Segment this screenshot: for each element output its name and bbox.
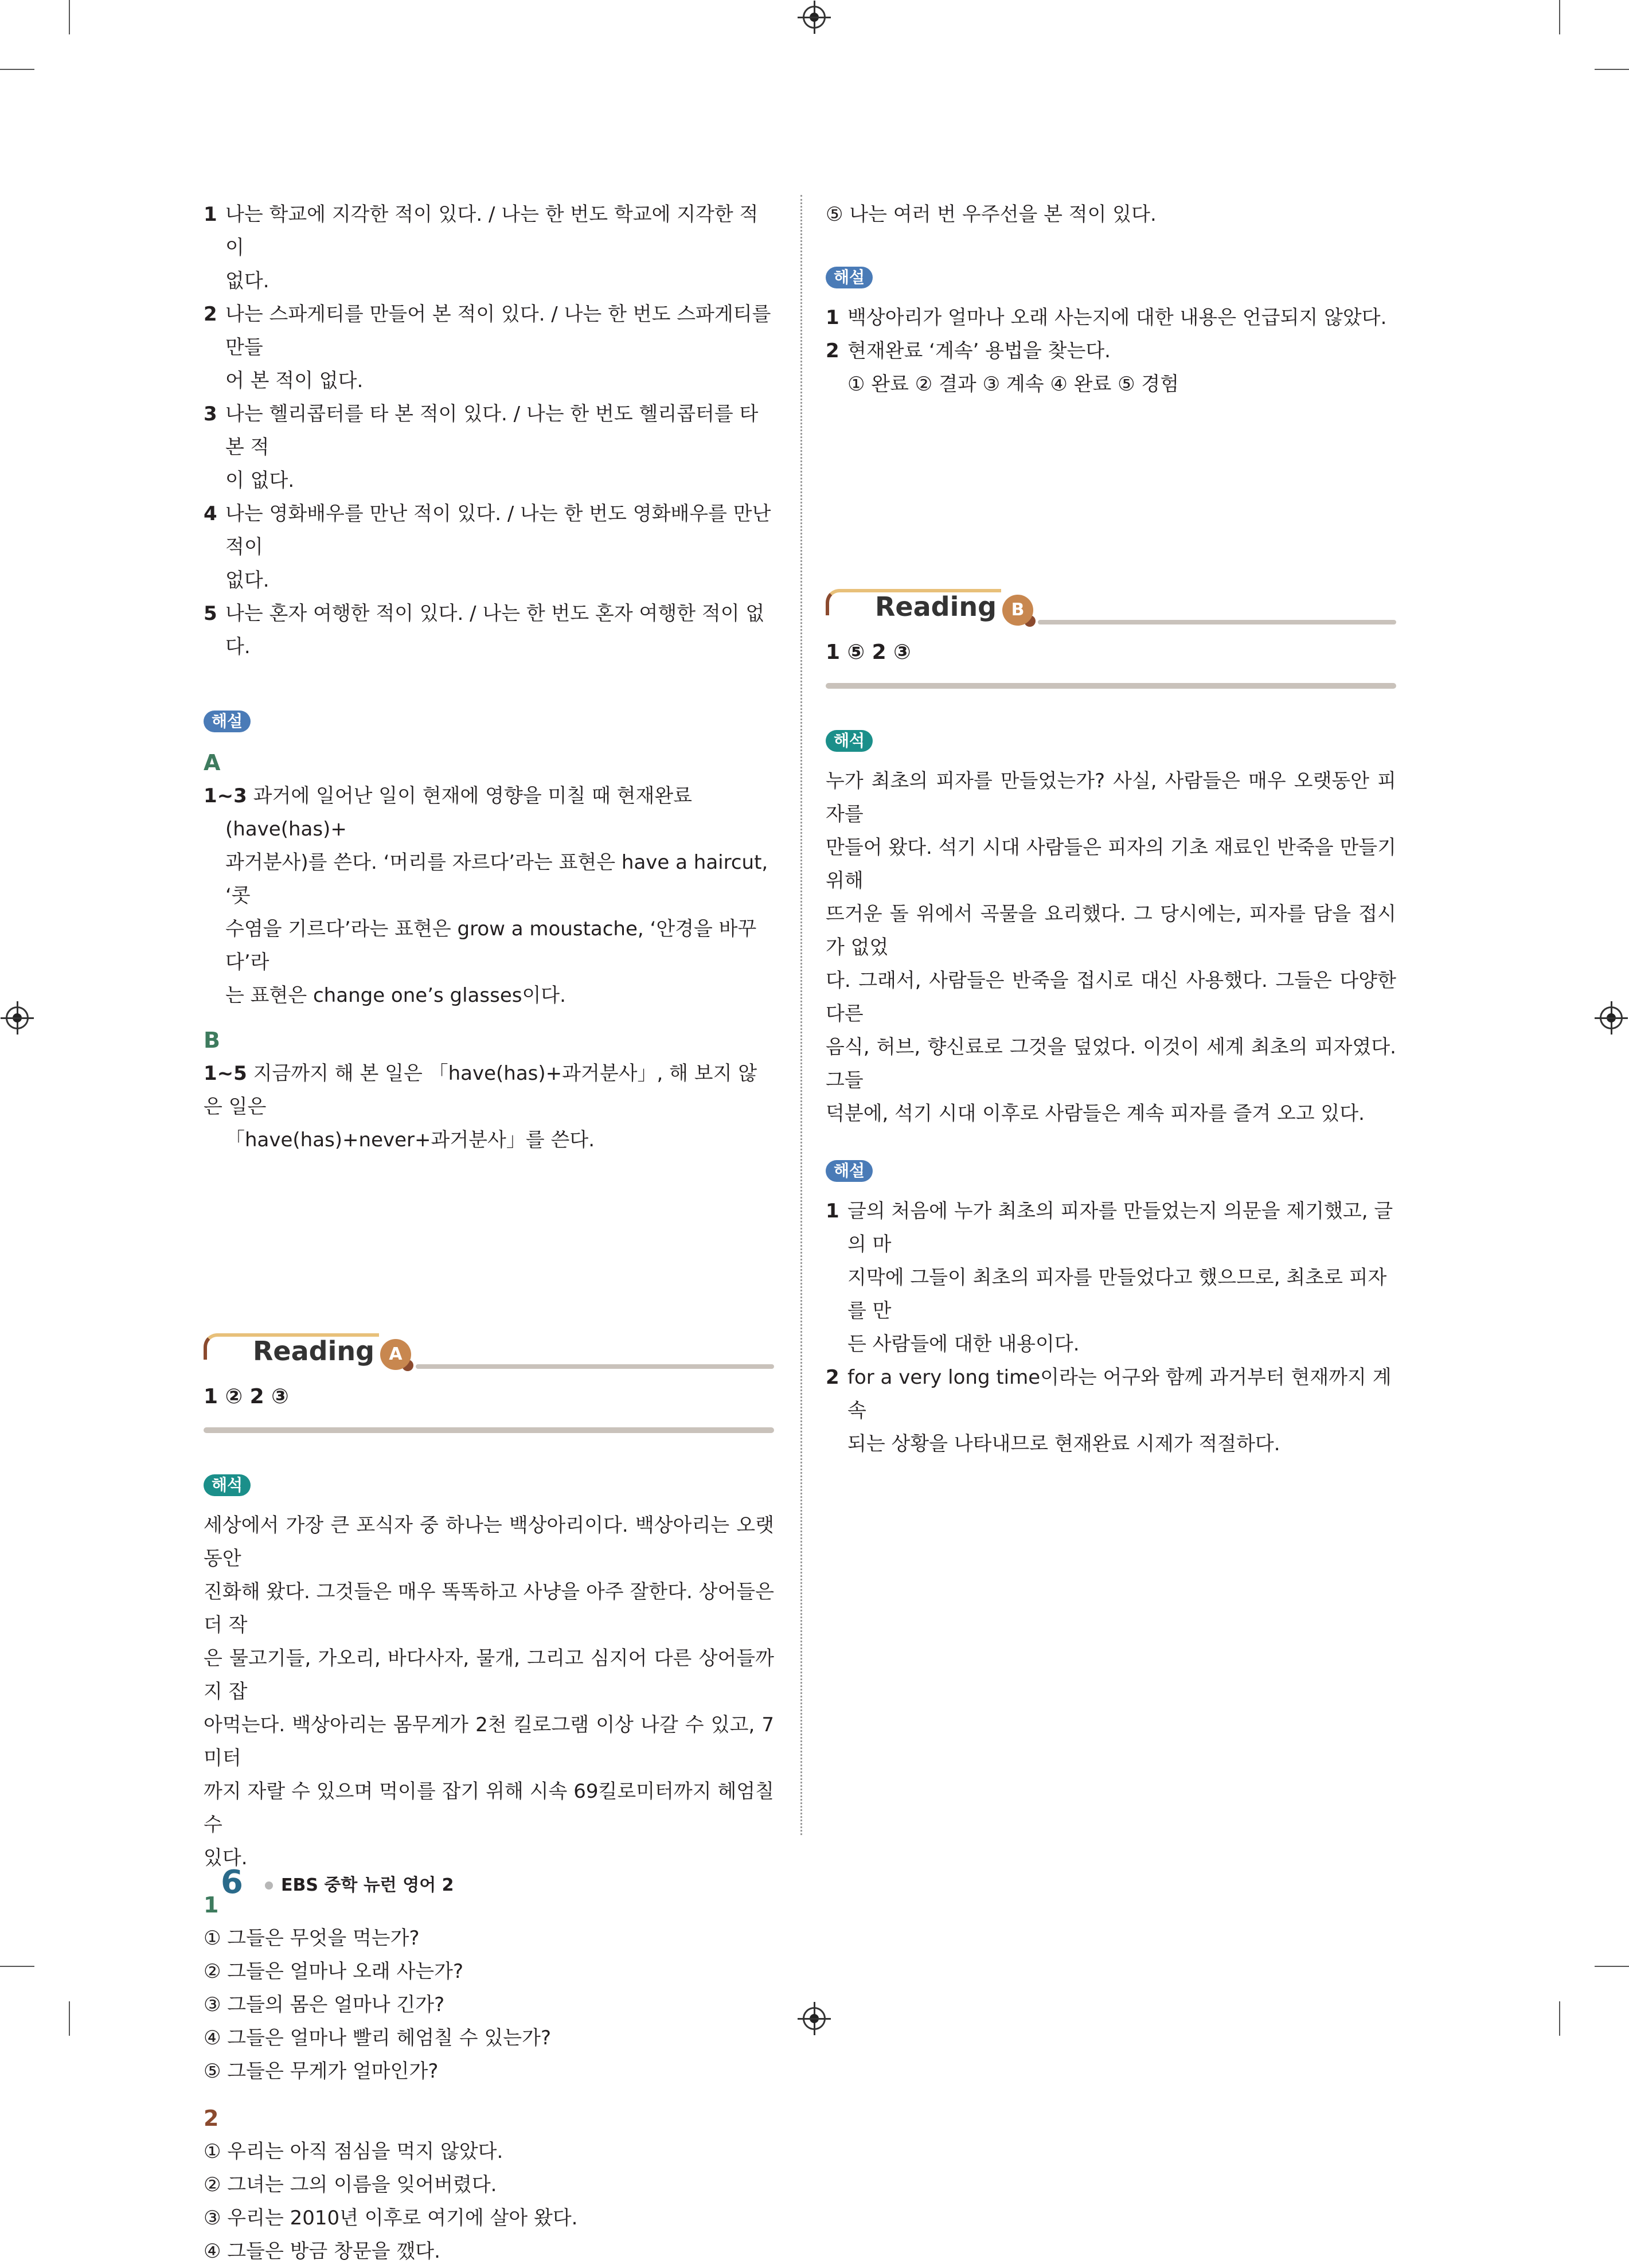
reading-rule	[1038, 620, 1396, 624]
translation-badge: 해석	[204, 1474, 251, 1496]
reading-b-header	[826, 584, 1396, 636]
footer-bullet-icon	[265, 1881, 273, 1890]
crop-mark	[1559, 2001, 1560, 2036]
crop-mark	[1595, 69, 1629, 70]
question-1-options: ① 그들은 무엇을 먹는가? ② 그들은 얼마나 오래 사는가? ③ 그들의 몸은 얼마나 긴가? ④ 그들은 얼마나 빨리 헤엄칠 수 있는가? ⑤ 그들은 무게가 얼마인가?	[204, 1927, 552, 2083]
crop-mark	[69, 0, 70, 34]
sentence-item: 1 나는 학교에 지각한 적이 있다. / 나는 한 번도 학교에 지각한 적이 없다.	[204, 203, 759, 292]
section-rule	[204, 1427, 774, 1433]
explain-a: 1~3 과거에 일어난 일이 현재에 영향을 미칠 때 현재완료(have(has)+	[204, 784, 693, 841]
explain-b: 1~5 지금까지 해 본 일은 「have(has)+과거분사」, 해 보지 않은 일은	[204, 1062, 757, 1118]
sentence-item: 3 나는 헬리콥터를 타 본 적이 있다. / 나는 한 번도 헬리콥터를 타 본 적 이 없다.	[204, 403, 759, 492]
reading-a-badge: A	[380, 1339, 411, 1370]
explain-a-line: 는 표현은 change one’s glasses이다.	[225, 984, 566, 1007]
explain-badge: 해설	[826, 1160, 873, 1182]
reading-title: Reading	[875, 591, 997, 622]
explain-a-line: 과거분사)를 쓴다. ‘머리를 자르다’라는 표현은 have a haircut, ‘콧	[225, 851, 768, 907]
registration-mark-icon	[1600, 1006, 1623, 1029]
section-b-label: B	[204, 1028, 220, 1053]
explain-badge: 해설	[826, 267, 873, 288]
answer-key: 1 ② 2 ③	[204, 1385, 289, 1408]
reading-rule	[416, 1364, 774, 1369]
crop-mark	[0, 69, 34, 70]
explain-item: 2 for a very long time이라는 어구와 함께 과거부터 현재까지 계속 되는 상황을 나타내므로 현재완료 시제가 적절하다.	[826, 1366, 1392, 1455]
reading-a-header	[204, 1329, 774, 1380]
translation-badge: 해석	[826, 730, 873, 752]
section-rule	[826, 683, 1396, 689]
translation-text: 세상에서 가장 큰 포식자 중 하나는 백상아리이다. 백상아리는 오랫동안 진화해 왔다. 그것들은 매우 똑똑하고 사냥을 아주 잘한다. 상어들은 더 작 은 물고기들, 가오리, 바다사자, 물개, 그리고 심지어 다른 상어들까지 잡 아먹는다. 백상아리는 몸무게가 2천 킬로그램 이상 나갈 수 있고, 7미터 까지 자랄 수 있으며 먹이를 잡기 위해 시속 69킬로미터까지 헤엄칠 수 있다.	[204, 1514, 774, 1869]
registration-mark-icon	[803, 6, 826, 29]
reading-b-badge: B	[1002, 595, 1033, 626]
explain-a-line: 수염을 기르다’라는 표현은 grow a moustache, ‘안경을 바꾸다’라	[225, 918, 757, 974]
crop-mark	[0, 1966, 34, 1967]
left-column	[204, 198, 774, 2268]
sentence-list	[204, 198, 774, 663]
sentence-item: 5 나는 혼자 여행한 적이 있다. / 나는 한 번도 혼자 여행한 적이 없다.	[204, 602, 765, 658]
reading-title: Reading	[253, 1336, 375, 1367]
crop-mark	[69, 2001, 70, 2036]
explain-item: 2 현재완료 ‘계속’ 용법을 찾는다. ① 완료 ② 결과 ③ 계속 ④ 완료 ⑤ 경험	[826, 339, 1179, 396]
registration-mark-icon	[803, 2007, 826, 2030]
answer-key: 1 ⑤ 2 ③	[826, 641, 911, 664]
registration-mark-icon	[6, 1006, 29, 1029]
question-1-label: 1	[204, 1892, 219, 1918]
translation-text: 누가 최초의 피자를 만들었는가? 사실, 사람들은 매우 오랫동안 피자를 만들어 왔다. 석기 시대 사람들은 피자의 기초 재료인 반죽을 만들기 위해 뜨거운 돌 위에서 곡물을 요리했다. 그 당시에는, 피자를 담을 접시가 없었 다. 그래서, 사람들은 반죽을 접시로 대신 사용했다. 그들은 다양한 다른 음식, 허브, 향신료로 그것을 덮었다. 이것이 세계 최초의 피자였다. 그들 덕분에, 석기 시대 이후로 사람들은 계속 피자를 즐겨 오고 있다.	[826, 770, 1396, 1125]
page-number: 6	[221, 1864, 243, 1901]
column-divider	[800, 195, 802, 1835]
right-column	[826, 198, 1396, 1461]
sentence-item: ⑤ 나는 여러 번 우주선을 본 적이 있다.	[826, 203, 1157, 226]
explain-b-line: 「have(has)+never+과거분사」를 쓴다.	[225, 1129, 595, 1151]
question-2-options: ① 우리는 아직 점심을 먹지 않았다. ② 그녀는 그의 이름을 잊어버렸다. ③ 우리는 2010년 이후로 여기에 살아 왔다. ④ 그들은 방금 창문을 깼다.	[204, 2140, 578, 2263]
question-2-label: 2	[204, 2106, 219, 2131]
explain-item: 1 백상아리가 얼마나 오래 사는지에 대한 내용은 언급되지 않았다.	[826, 306, 1387, 329]
crop-mark	[1559, 0, 1560, 34]
crop-mark	[1595, 1966, 1629, 1967]
sentence-item: 2 나는 스파게티를 만들어 본 적이 있다. / 나는 한 번도 스파게티를 만들 어 본 적이 없다.	[204, 303, 771, 392]
section-a-label: A	[204, 750, 221, 775]
sentence-item: 4 나는 영화배우를 만난 적이 있다. / 나는 한 번도 영화배우를 만난 적이 없다.	[204, 502, 771, 592]
explain-badge: 해설	[204, 711, 251, 732]
book-title: EBS 중학 뉴런 영어 2	[281, 1875, 454, 1895]
explain-item: 1 글의 처음에 누가 최초의 피자를 만들었는지 의문을 제기했고, 글의 마 지막에 그들이 최초의 피자를 만들었다고 했으므로, 최초로 피자를 만 든 사람들에 대한 내용이다.	[826, 1200, 1393, 1356]
